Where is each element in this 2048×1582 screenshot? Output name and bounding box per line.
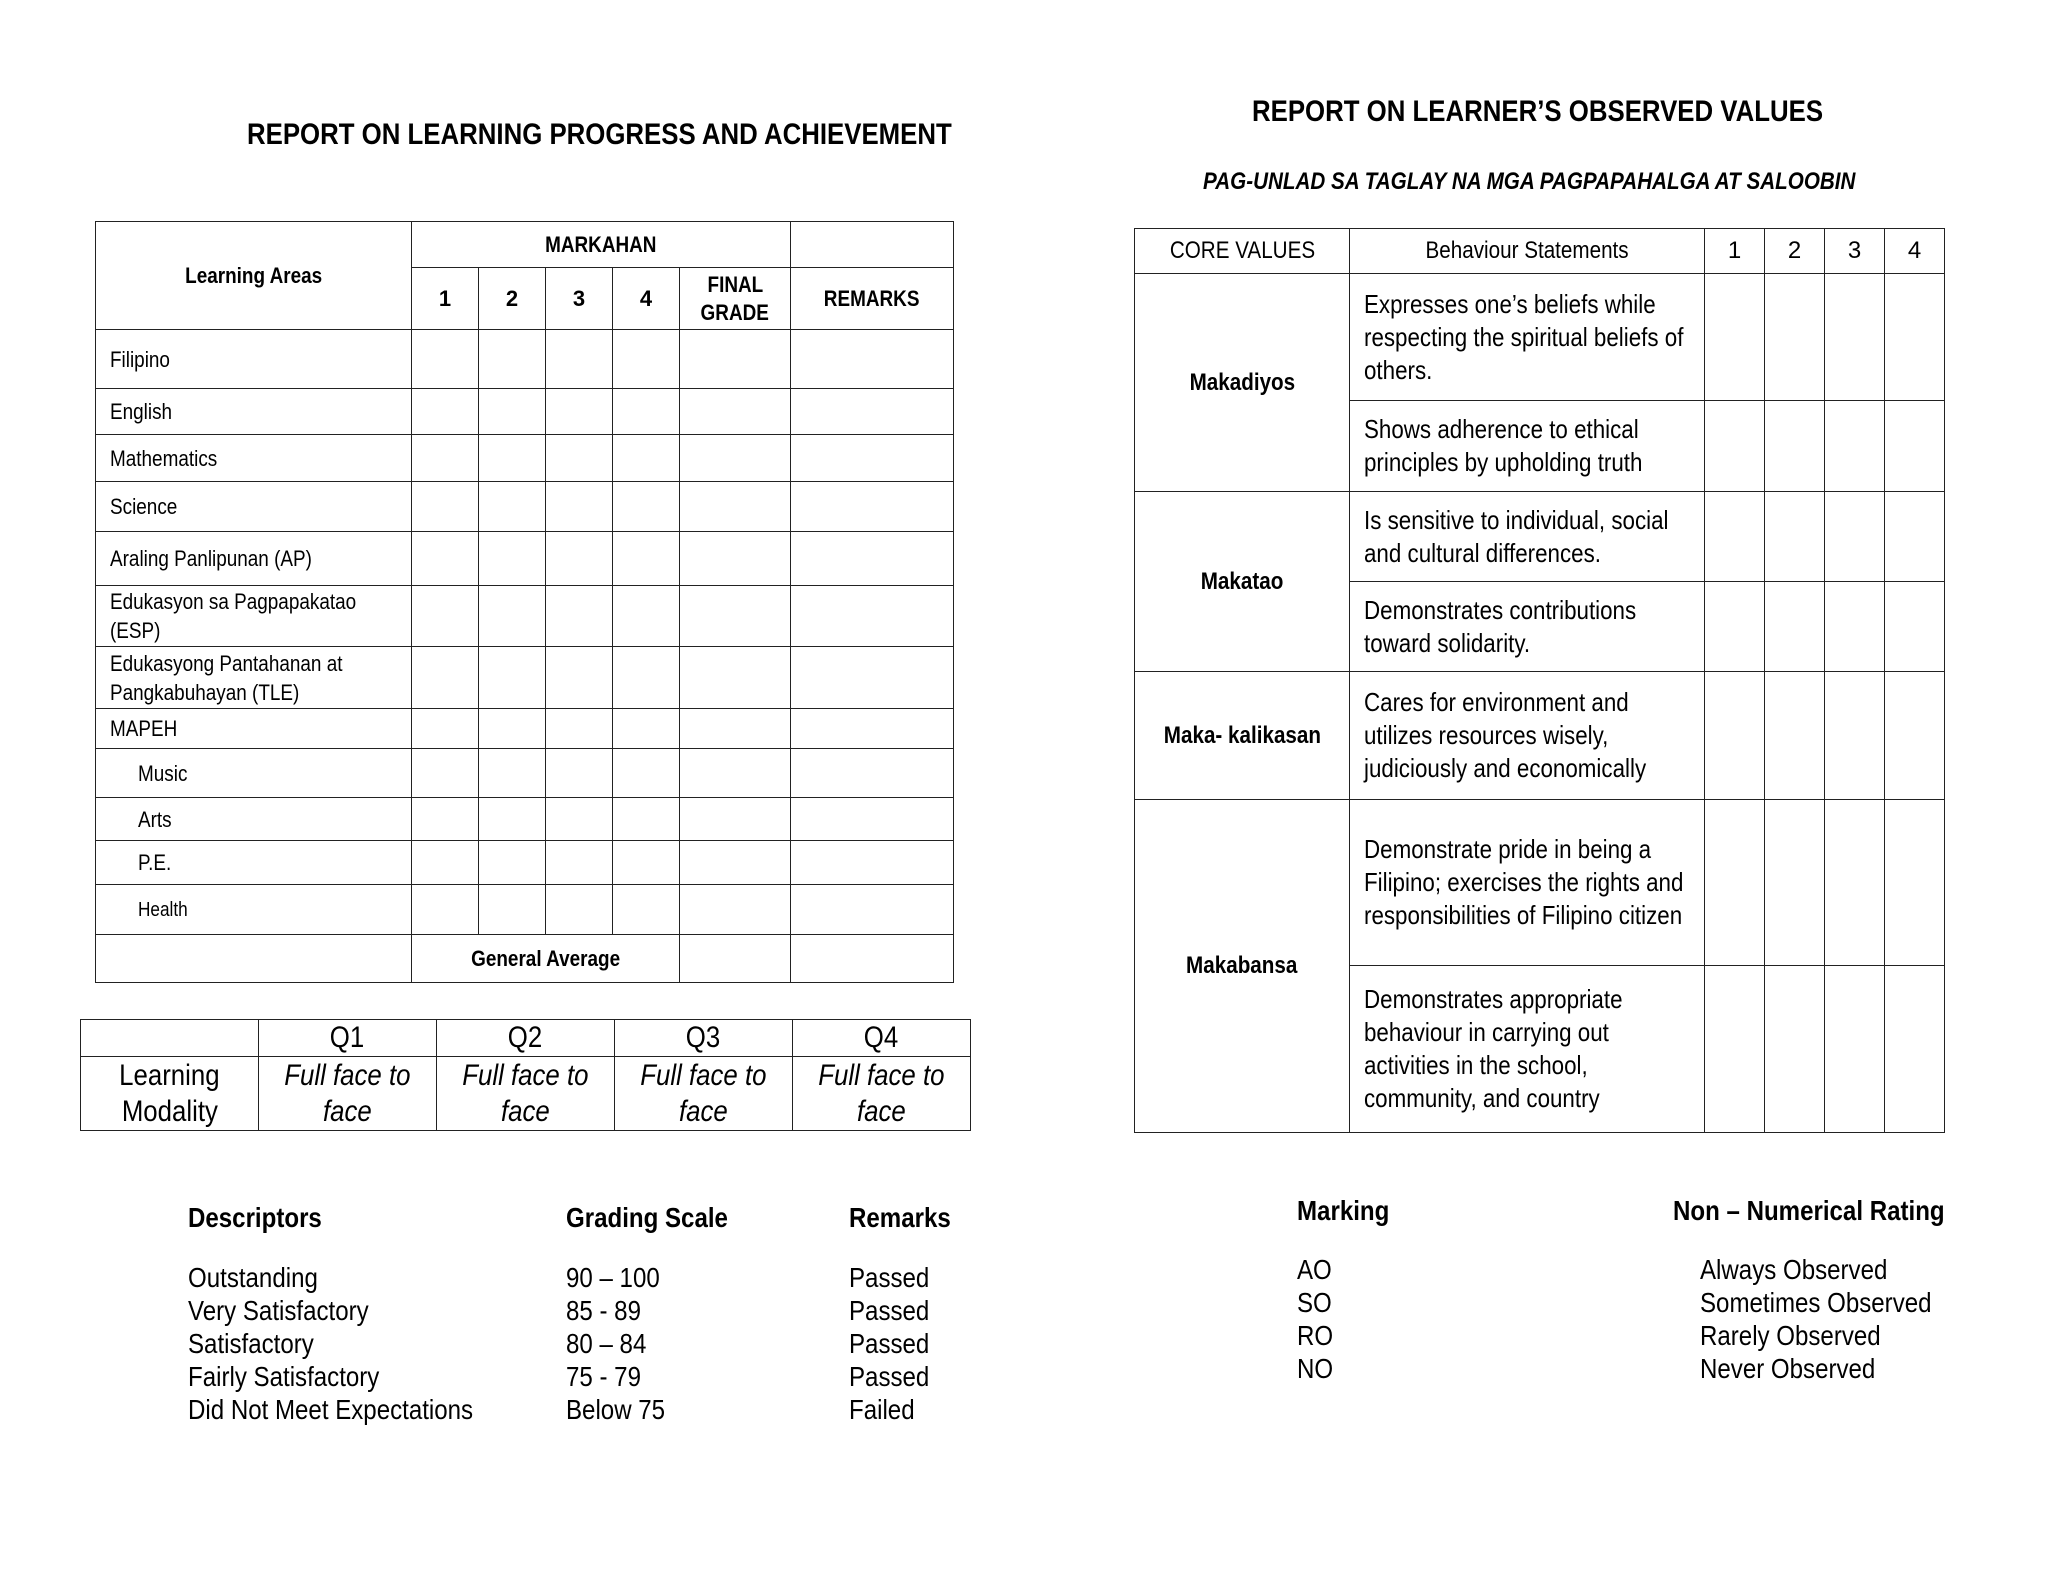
grade-q4-cell xyxy=(613,841,680,885)
grade-q4-cell xyxy=(613,482,680,532)
rating-q3-cell xyxy=(1825,966,1885,1133)
behaviour-statement: Demonstrate pride in being a Filipino; exercises the rights and responsibilities of Filipino citizen xyxy=(1350,800,1705,966)
subject-row xyxy=(96,389,954,435)
behaviour-row xyxy=(1135,672,1945,800)
grade-q4-cell xyxy=(613,798,680,841)
final-grade-cell xyxy=(680,532,791,586)
grade-q2-cell xyxy=(479,841,546,885)
modality-q2-value: Full face to face xyxy=(437,1057,615,1131)
rating-q4-cell xyxy=(1885,672,1945,800)
final-grade-cell xyxy=(680,798,791,841)
modality-row-label: Learning Modality xyxy=(81,1057,259,1131)
final-grade-cell xyxy=(680,389,791,435)
grade-q3-cell xyxy=(546,709,613,749)
subject-row xyxy=(96,330,954,389)
modality-header-q4: Q4 xyxy=(793,1020,971,1057)
grade-q2-cell xyxy=(479,885,546,935)
grading-scale-item: 75 - 79 xyxy=(566,1361,641,1392)
rating-q3-cell xyxy=(1825,274,1885,401)
rating-list xyxy=(1700,1253,1969,1385)
rating-q2-cell xyxy=(1765,582,1825,672)
header-markahan: MARKAHAN xyxy=(412,222,791,268)
modality-header-q3: Q3 xyxy=(615,1020,793,1057)
rating-q4-cell xyxy=(1885,582,1945,672)
rating-q1-cell xyxy=(1705,800,1765,966)
behaviour-row xyxy=(1135,800,1945,966)
header-quarter-2: 2 xyxy=(479,268,546,330)
marking-list xyxy=(1297,1253,1339,1385)
behaviour-statement: Demonstrates appropriate behaviour in carrying out activities in the school, community, and country xyxy=(1350,966,1705,1133)
behaviour-statement: Cares for environment and utilizes resources wisely, judiciously and economically xyxy=(1350,672,1705,800)
grade-q4-cell xyxy=(613,532,680,586)
descriptor-item: Very Satisfactory xyxy=(188,1295,369,1326)
grade-q2-cell xyxy=(479,586,546,647)
remarks-list xyxy=(849,1261,942,1426)
core-value-label: Makadiyos xyxy=(1135,274,1350,492)
behaviour-statement: Expresses one’s beliefs while respecting the spiritual beliefs of others. xyxy=(1350,274,1705,401)
non-numerical-rating-header: Non – Numerical Rating xyxy=(1673,1195,1945,1226)
remark-item: Passed xyxy=(849,1295,930,1326)
grading-scale-header: Grading Scale xyxy=(566,1202,728,1233)
subject-name: Edukasyong Pantahanan at Pangkabuhayan (TLE) xyxy=(96,647,412,709)
grade-q4-cell xyxy=(613,330,680,389)
grading-scale-item: 85 - 89 xyxy=(566,1295,641,1326)
rating-q2-cell xyxy=(1765,401,1825,492)
rating-q2-cell xyxy=(1765,800,1825,966)
grade-q3-cell xyxy=(546,749,613,798)
learning-modality-table xyxy=(80,1019,971,1131)
marking-item: RO xyxy=(1297,1320,1334,1351)
rating-q1-cell xyxy=(1705,672,1765,800)
grade-q2-cell xyxy=(479,647,546,709)
grade-q2-cell xyxy=(479,330,546,389)
final-grade-cell xyxy=(680,885,791,935)
observed-values-title: REPORT ON LEARNER’S OBSERVED VALUES xyxy=(1252,95,1824,128)
grade-q4-cell xyxy=(613,389,680,435)
rating-item: Never Observed xyxy=(1700,1353,1876,1384)
modality-header-q1: Q1 xyxy=(259,1020,437,1057)
descriptor-item: Did Not Meet Expectations xyxy=(188,1394,474,1425)
values-header-quarter-2: 2 xyxy=(1765,229,1825,274)
core-value-label: Makatao xyxy=(1135,492,1350,672)
behaviour-row xyxy=(1135,274,1945,401)
descriptor-item: Outstanding xyxy=(188,1262,318,1293)
subject-row xyxy=(96,647,954,709)
learning-progress-title: REPORT ON LEARNING PROGRESS AND ACHIEVEMENT xyxy=(247,118,952,151)
final-grade-cell xyxy=(680,482,791,532)
descriptor-list xyxy=(188,1261,520,1426)
subject-name: Music xyxy=(96,749,412,798)
subject-name: English xyxy=(96,389,412,435)
grade-q3-cell xyxy=(546,586,613,647)
remarks-cell xyxy=(791,586,954,647)
header-quarter-1: 1 xyxy=(412,268,479,330)
modality-q1-value: Full face to face xyxy=(259,1057,437,1131)
rating-item: Rarely Observed xyxy=(1700,1320,1881,1351)
header-final-grade: FINAL GRADE xyxy=(680,268,791,330)
behaviour-row xyxy=(1135,492,1945,582)
remarks-cell xyxy=(791,709,954,749)
header-quarter-4: 4 xyxy=(613,268,680,330)
behaviour-statement: Shows adherence to ethical principles by upholding truth xyxy=(1350,401,1705,492)
behaviour-statement: Demonstrates contributions toward solidarity. xyxy=(1350,582,1705,672)
remarks-cell xyxy=(791,798,954,841)
rating-q1-cell xyxy=(1705,492,1765,582)
subject-row xyxy=(96,586,954,647)
rating-item: Always Observed xyxy=(1700,1254,1888,1285)
general-average-value xyxy=(680,935,791,983)
remarks-cell xyxy=(791,330,954,389)
remarks-cell xyxy=(791,389,954,435)
grade-q2-cell xyxy=(479,482,546,532)
remarks-cell xyxy=(791,885,954,935)
grades-table xyxy=(95,221,954,983)
rating-q1-cell xyxy=(1705,582,1765,672)
remark-item: Passed xyxy=(849,1328,930,1359)
remark-item: Passed xyxy=(849,1361,930,1392)
remark-item: Failed xyxy=(849,1394,915,1425)
modality-q4-value: Full face to face xyxy=(793,1057,971,1131)
modality-q3-value: Full face to face xyxy=(615,1057,793,1131)
rating-q4-cell xyxy=(1885,492,1945,582)
core-value-label: Makabansa xyxy=(1135,800,1350,1133)
final-grade-cell xyxy=(680,749,791,798)
header-core-values: CORE VALUES xyxy=(1135,229,1350,274)
subject-row xyxy=(96,482,954,532)
remarks-cell xyxy=(791,482,954,532)
subject-row xyxy=(96,749,954,798)
rating-q2-cell xyxy=(1765,672,1825,800)
header-behaviour-statements: Behaviour Statements xyxy=(1350,229,1705,274)
final-grade-cell xyxy=(680,647,791,709)
subject-name: Araling Panlipunan (AP) xyxy=(96,532,412,586)
marking-item: NO xyxy=(1297,1353,1334,1384)
general-average-remarks xyxy=(791,935,954,983)
rating-q3-cell xyxy=(1825,672,1885,800)
rating-q2-cell xyxy=(1765,492,1825,582)
grade-q3-cell xyxy=(546,885,613,935)
values-header-quarter-1: 1 xyxy=(1705,229,1765,274)
marking-item: SO xyxy=(1297,1287,1332,1318)
subject-name: Mathematics xyxy=(96,435,412,482)
grade-q3-cell xyxy=(546,647,613,709)
descriptors-header: Descriptors xyxy=(188,1202,322,1233)
final-grade-cell xyxy=(680,435,791,482)
rating-q1-cell xyxy=(1705,401,1765,492)
rating-q1-cell xyxy=(1705,274,1765,401)
rating-q4-cell xyxy=(1885,274,1945,401)
rating-q4-cell xyxy=(1885,800,1945,966)
grade-q4-cell xyxy=(613,586,680,647)
core-values-table xyxy=(1134,228,1945,1133)
subject-name: Arts xyxy=(96,798,412,841)
grade-q3-cell xyxy=(546,389,613,435)
rating-q4-cell xyxy=(1885,966,1945,1133)
general-average-label: General Average xyxy=(412,935,680,983)
final-grade-cell xyxy=(680,586,791,647)
rating-q3-cell xyxy=(1825,582,1885,672)
remarks-cell xyxy=(791,435,954,482)
final-grade-cell xyxy=(680,841,791,885)
subject-name: Science xyxy=(96,482,412,532)
header-blank xyxy=(791,222,954,268)
subject-row xyxy=(96,435,954,482)
grade-q4-cell xyxy=(613,647,680,709)
grade-q2-cell xyxy=(479,749,546,798)
grade-q2-cell xyxy=(479,435,546,482)
grade-q4-cell xyxy=(613,709,680,749)
grade-q2-cell xyxy=(479,798,546,841)
values-header-quarter-3: 3 xyxy=(1825,229,1885,274)
subject-row xyxy=(96,841,954,885)
rating-q3-cell xyxy=(1825,401,1885,492)
rating-q1-cell xyxy=(1705,966,1765,1133)
header-learning-areas: Learning Areas xyxy=(96,222,412,330)
grade-q3-cell xyxy=(546,532,613,586)
subject-row xyxy=(96,885,954,935)
grade-q3-cell xyxy=(546,482,613,532)
grade-q3-cell xyxy=(546,330,613,389)
final-grade-cell xyxy=(680,330,791,389)
header-quarter-3: 3 xyxy=(546,268,613,330)
remarks-header: Remarks xyxy=(849,1202,951,1233)
subject-row xyxy=(96,709,954,749)
grade-q2-cell xyxy=(479,389,546,435)
grading-scale-list xyxy=(566,1261,681,1426)
grade-q4-cell xyxy=(613,435,680,482)
remarks-cell xyxy=(791,749,954,798)
descriptor-item: Fairly Satisfactory xyxy=(188,1361,380,1392)
grading-scale-item: 90 – 100 xyxy=(566,1262,660,1293)
remarks-cell xyxy=(791,841,954,885)
rating-q3-cell xyxy=(1825,492,1885,582)
grade-q4-cell xyxy=(613,885,680,935)
remarks-cell xyxy=(791,647,954,709)
grading-scale-item: 80 – 84 xyxy=(566,1328,647,1359)
remark-item: Passed xyxy=(849,1262,930,1293)
general-average-blank xyxy=(96,935,412,983)
rating-q2-cell xyxy=(1765,274,1825,401)
marking-item: AO xyxy=(1297,1254,1332,1285)
grade-q2-cell xyxy=(479,532,546,586)
grade-q4-cell xyxy=(613,749,680,798)
subject-name: P.E. xyxy=(96,841,412,885)
subject-row xyxy=(96,532,954,586)
remarks-cell xyxy=(791,532,954,586)
grade-q2-cell xyxy=(479,709,546,749)
observed-values-subtitle: PAG-UNLAD SA TAGLAY NA MGA PAGPAPAHALGA AT SALOOBIN xyxy=(1203,168,1856,195)
behaviour-statement: Is sensitive to individual, social and cultural differences. xyxy=(1350,492,1705,582)
subject-name: Edukasyon sa Pagpapakatao (ESP) xyxy=(96,586,412,647)
final-grade-cell xyxy=(680,709,791,749)
core-value-label: Maka- kalikasan xyxy=(1135,672,1350,800)
values-header-quarter-4: 4 xyxy=(1885,229,1945,274)
subject-row xyxy=(96,798,954,841)
descriptor-item: Satisfactory xyxy=(188,1328,314,1359)
grade-q3-cell xyxy=(546,841,613,885)
marking-header: Marking xyxy=(1297,1195,1390,1226)
modality-header-blank xyxy=(81,1020,259,1057)
grading-scale-item: Below 75 xyxy=(566,1394,666,1425)
rating-item: Sometimes Observed xyxy=(1700,1287,1932,1318)
subject-name: Health xyxy=(96,885,412,935)
modality-header-q2: Q2 xyxy=(437,1020,615,1057)
rating-q3-cell xyxy=(1825,800,1885,966)
grade-q3-cell xyxy=(546,435,613,482)
rating-q4-cell xyxy=(1885,401,1945,492)
subject-name: MAPEH xyxy=(96,709,412,749)
rating-q2-cell xyxy=(1765,966,1825,1133)
header-remarks: REMARKS xyxy=(791,268,954,330)
subject-name: Filipino xyxy=(96,330,412,389)
grade-q3-cell xyxy=(546,798,613,841)
